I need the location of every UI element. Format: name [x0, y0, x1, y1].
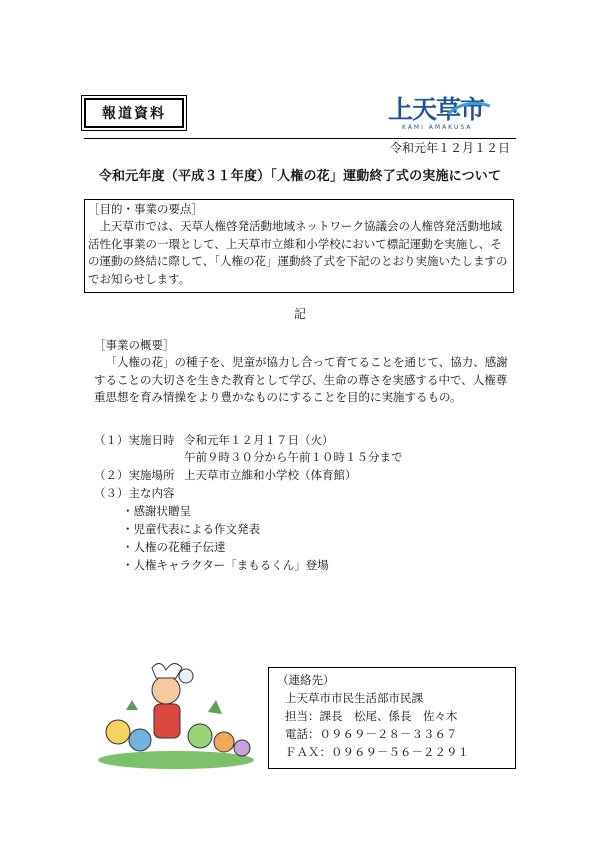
list-item: ・児童代表による作文発表: [122, 522, 260, 536]
purpose-body: 上天草市では、天草人権啓発活動地域ネットワーク協議会の人権啓発活動地域活性化事業の一環として、上天草市立維和小学校において標記運動を実施し、その運動の終結に際して、「人権の花」運動終了式を下記のとおり実施いたしますのでお知らせします。: [88, 219, 508, 286]
place-value: 上天草市立維和小学校（体育館）: [184, 468, 357, 482]
purpose-heading: ［目的・事業の要点］: [88, 202, 203, 216]
overview-body: 「人権の花」の種子を、児童が協力し合って育てることを通じて、協力、感謝することの大切さを生きた教育として学び、生命の尊さを実感する中で、人権尊重思想を育み情操をより豊かなものにすることを目的に実施するもの。: [94, 355, 508, 404]
list-item: ・人権の花種子伝達: [122, 540, 226, 554]
place-label: （２）実施場所: [94, 468, 175, 482]
contact-fax: ＦＡＸ：０９６９－５６－２２９１: [285, 745, 469, 759]
logo-text: 上天草市: [388, 95, 485, 124]
contact-phone: 電話：０９６９－２８－３３６７: [285, 727, 458, 741]
contact-staff: 担当：課長 松尾、係長 佐々木: [285, 709, 458, 723]
press-release-label: 報道資料: [84, 98, 184, 128]
ki-mark: 記: [293, 307, 306, 321]
list-item: ・人権キャラクター「まもるくん」登場: [122, 558, 329, 572]
list-item: ・感謝状贈呈: [122, 504, 191, 518]
logo-swoosh-icon: [446, 100, 492, 122]
page-title: 令和元年度（平成３１年度）「人権の花」運動終了式の実施について: [98, 169, 502, 184]
release-date: 令和元年１２月１２日: [389, 141, 510, 155]
contact-box: [268, 667, 516, 769]
logo-subtext: KAMI AMAKUSA: [402, 124, 473, 131]
date-value: 令和元年１２月１７日（火）: [184, 433, 334, 447]
contact-department: 上天草市市民生活部市民課: [285, 691, 423, 705]
overview-heading: ［事業の概要］: [94, 338, 175, 352]
time-value: 午前９時３０分から午前１０時１５分まで: [184, 450, 403, 464]
city-logo: [388, 96, 514, 136]
contact-heading: （連絡先）: [277, 673, 335, 687]
mascot-illustration: [96, 660, 256, 770]
content-label: （３）主な内容: [94, 486, 175, 500]
date-label: （１）実施日時: [94, 433, 175, 447]
